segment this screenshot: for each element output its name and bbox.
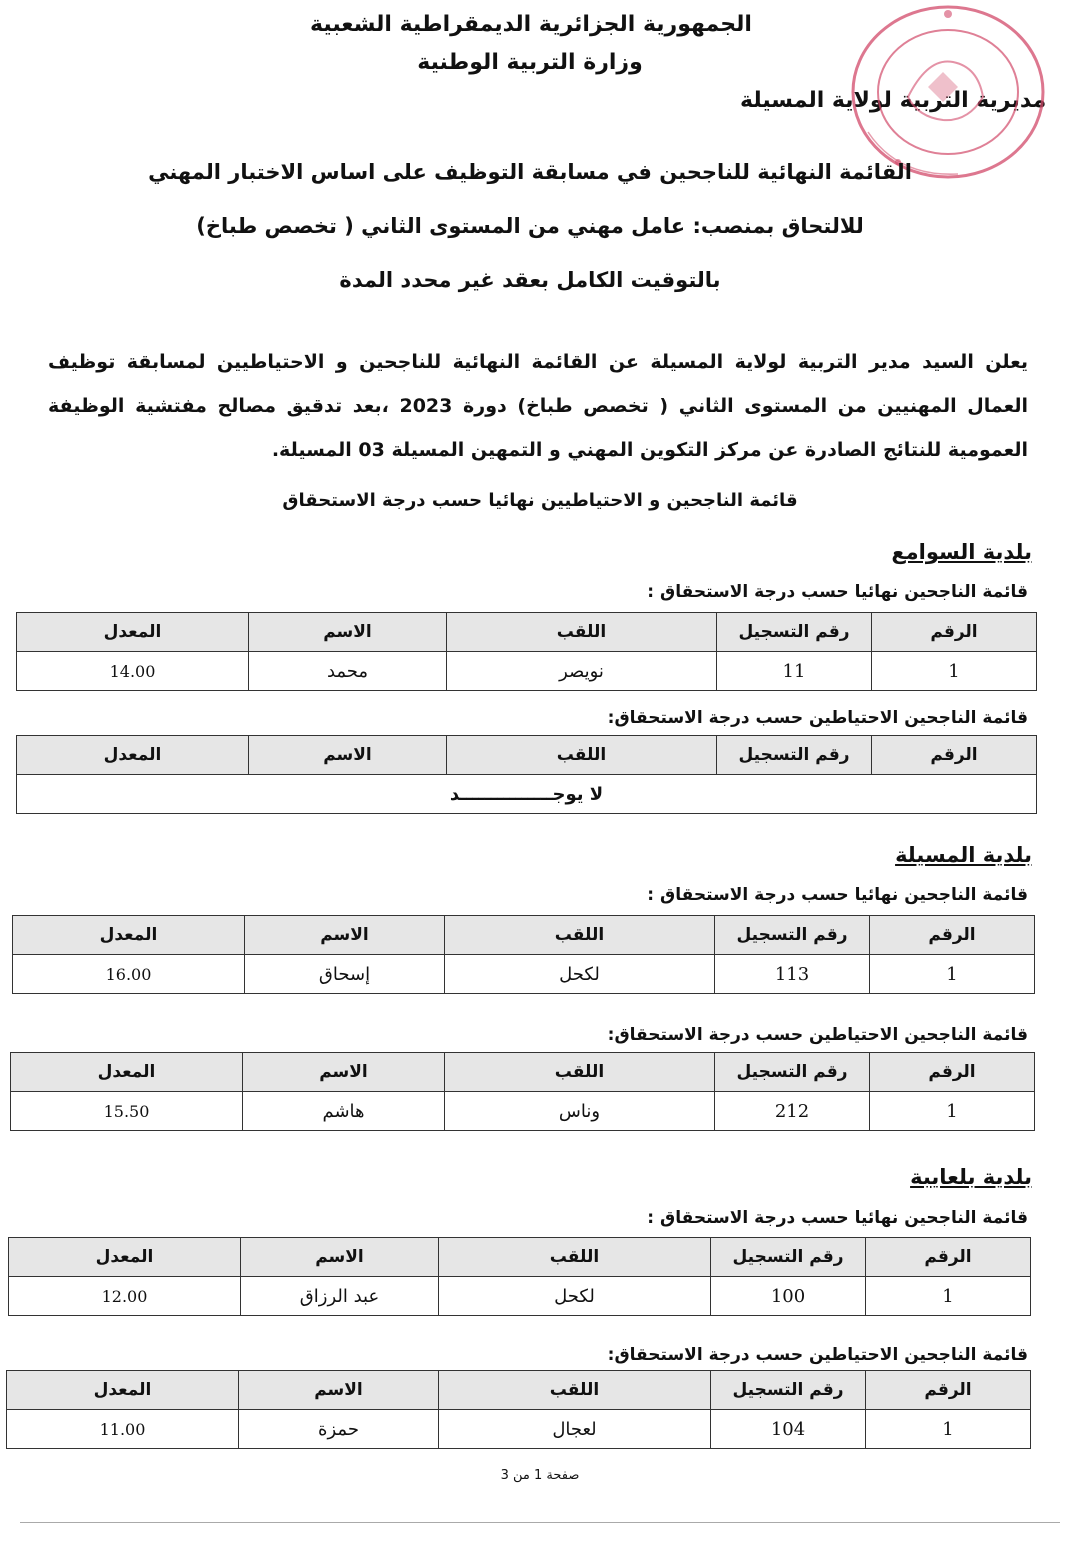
cell-reg: 104 (711, 1410, 866, 1449)
table-header-row (9, 1238, 1031, 1277)
col-reg: رقم التسجيل (711, 1238, 866, 1277)
table-row (11, 1092, 1035, 1131)
cell-name: عبد الرزاق (241, 1277, 439, 1316)
intro-text: يعلن السيد مدير التربية لولاية المسيلة عن القائمة النهائية للناجحين و الاحتياطيين لمسابقة توظيف العمال المهنيين من المستوى الثاني ( تخصص طباخ) دورة 2023 ،بعد تدقيق مصالح مفتشية الوظيفة العمومية للنتائج الصادرة عن مركز التكوين المهني و التمهين المسيلة 03 المسيلة. (48, 351, 1028, 461)
municipality-heading: بلدية بلعايبة (910, 1165, 1032, 1189)
table-header-row (11, 1053, 1035, 1092)
col-surname: اللقب (445, 916, 715, 955)
reserve-list-caption: قائمة الناجحين الاحتياطين حسب درجة الاستحقاق: (607, 1025, 1028, 1045)
table-row (7, 1410, 1031, 1449)
table-header-row (13, 916, 1035, 955)
none-cell: لا يوجـــــــــــــــد (17, 775, 1037, 814)
republic-heading: الجمهورية الجزائرية الديمقراطية الشعبية (310, 12, 752, 37)
col-surname: اللقب (447, 613, 717, 652)
cell-rank: 1 (872, 652, 1037, 691)
table-row (17, 775, 1037, 814)
municipality-heading: بلدية المسيلة (895, 843, 1032, 867)
cell-surname: لكحل (439, 1277, 711, 1316)
col-name: الاسم (243, 1053, 445, 1092)
col-reg: رقم التسجيل (717, 613, 872, 652)
reserve-results-table (6, 1370, 1031, 1449)
list-subheading: قائمة الناجحين و الاحتياطيين نهائيا حسب درجة الاستحقاق (282, 490, 798, 511)
table-header-row (17, 613, 1037, 652)
cell-name: محمد (249, 652, 447, 691)
col-reg: رقم التسجيل (717, 736, 872, 775)
col-reg: رقم التسجيل (711, 1371, 866, 1410)
cell-reg: 100 (711, 1277, 866, 1316)
title-line-1: القائمة النهائية للناجحين في مسابقة التوظيف على اساس الاختبار المهني (148, 160, 912, 184)
col-average: المعدل (17, 736, 249, 775)
final-results-table (12, 915, 1035, 994)
cell-reg: 212 (715, 1092, 870, 1131)
reserve-list-caption: قائمة الناجحين الاحتياطين حسب درجة الاستحقاق: (607, 708, 1028, 728)
final-list-caption: قائمة الناجحين نهائيا حسب درجة الاستحقاق : (647, 1208, 1028, 1228)
col-rank: الرقم (866, 1238, 1031, 1277)
cell-surname: وناس (445, 1092, 715, 1131)
cell-reg: 11 (717, 652, 872, 691)
table-header-row (7, 1371, 1031, 1410)
cell-rank: 1 (866, 1277, 1031, 1316)
directorate-heading: مديرية التربية لولاية المسيلة (740, 88, 1047, 113)
cell-rank: 1 (870, 1092, 1035, 1131)
col-reg: رقم التسجيل (715, 916, 870, 955)
col-surname: اللقب (447, 736, 717, 775)
col-average: المعدل (7, 1371, 239, 1410)
col-name: الاسم (239, 1371, 439, 1410)
reserve-results-table (10, 1052, 1035, 1131)
page-number: صفحة 1 من 3 (500, 1468, 580, 1483)
title-line-3: بالتوقيت الكامل بعقد غير محدد المدة (339, 268, 721, 292)
cell-surname: لعجال (439, 1410, 711, 1449)
cell-rank: 1 (870, 955, 1035, 994)
col-rank: الرقم (866, 1371, 1031, 1410)
intro-paragraph (48, 340, 1028, 472)
final-list-caption: قائمة الناجحين نهائيا حسب درجة الاستحقاق : (647, 885, 1028, 905)
reserve-list-caption: قائمة الناجحين الاحتياطين حسب درجة الاستحقاق: (607, 1345, 1028, 1365)
col-average: المعدل (13, 916, 245, 955)
final-results-table (16, 612, 1037, 691)
col-surname: اللقب (439, 1371, 711, 1410)
col-name: الاسم (249, 613, 447, 652)
col-surname: اللقب (439, 1238, 711, 1277)
cell-name: هاشم (243, 1092, 445, 1131)
reserve-results-table (16, 735, 1037, 814)
cell-average: 14.00 (17, 652, 249, 691)
cell-average: 15.50 (11, 1092, 243, 1131)
cell-surname: نويصر (447, 652, 717, 691)
col-rank: الرقم (870, 916, 1035, 955)
col-surname: اللقب (445, 1053, 715, 1092)
table-row (17, 652, 1037, 691)
col-rank: الرقم (872, 613, 1037, 652)
ministry-heading: وزارة التربية الوطنية (417, 50, 643, 75)
col-name: الاسم (245, 916, 445, 955)
footer-divider (20, 1522, 1060, 1523)
final-list-caption: قائمة الناجحين نهائيا حسب درجة الاستحقاق : (647, 582, 1028, 602)
cell-average: 12.00 (9, 1277, 241, 1316)
col-name: الاسم (249, 736, 447, 775)
col-average: المعدل (17, 613, 249, 652)
col-average: المعدل (9, 1238, 241, 1277)
final-results-table (8, 1237, 1031, 1316)
cell-name: إسحاق (245, 955, 445, 994)
col-name: الاسم (241, 1238, 439, 1277)
cell-average: 11.00 (7, 1410, 239, 1449)
table-row (13, 955, 1035, 994)
table-header-row (17, 736, 1037, 775)
cell-reg: 113 (715, 955, 870, 994)
cell-rank: 1 (866, 1410, 1031, 1449)
col-reg: رقم التسجيل (715, 1053, 870, 1092)
col-rank: الرقم (872, 736, 1037, 775)
col-average: المعدل (11, 1053, 243, 1092)
cell-name: حمزة (239, 1410, 439, 1449)
cell-surname: لكحل (445, 955, 715, 994)
cell-average: 16.00 (13, 955, 245, 994)
title-line-2: للالتحاق بمنصب: عامل مهني من المستوى الثاني ( تخصص طباخ) (196, 214, 864, 238)
municipality-heading: بلدية السوامع (891, 540, 1032, 564)
table-row (9, 1277, 1031, 1316)
col-rank: الرقم (870, 1053, 1035, 1092)
